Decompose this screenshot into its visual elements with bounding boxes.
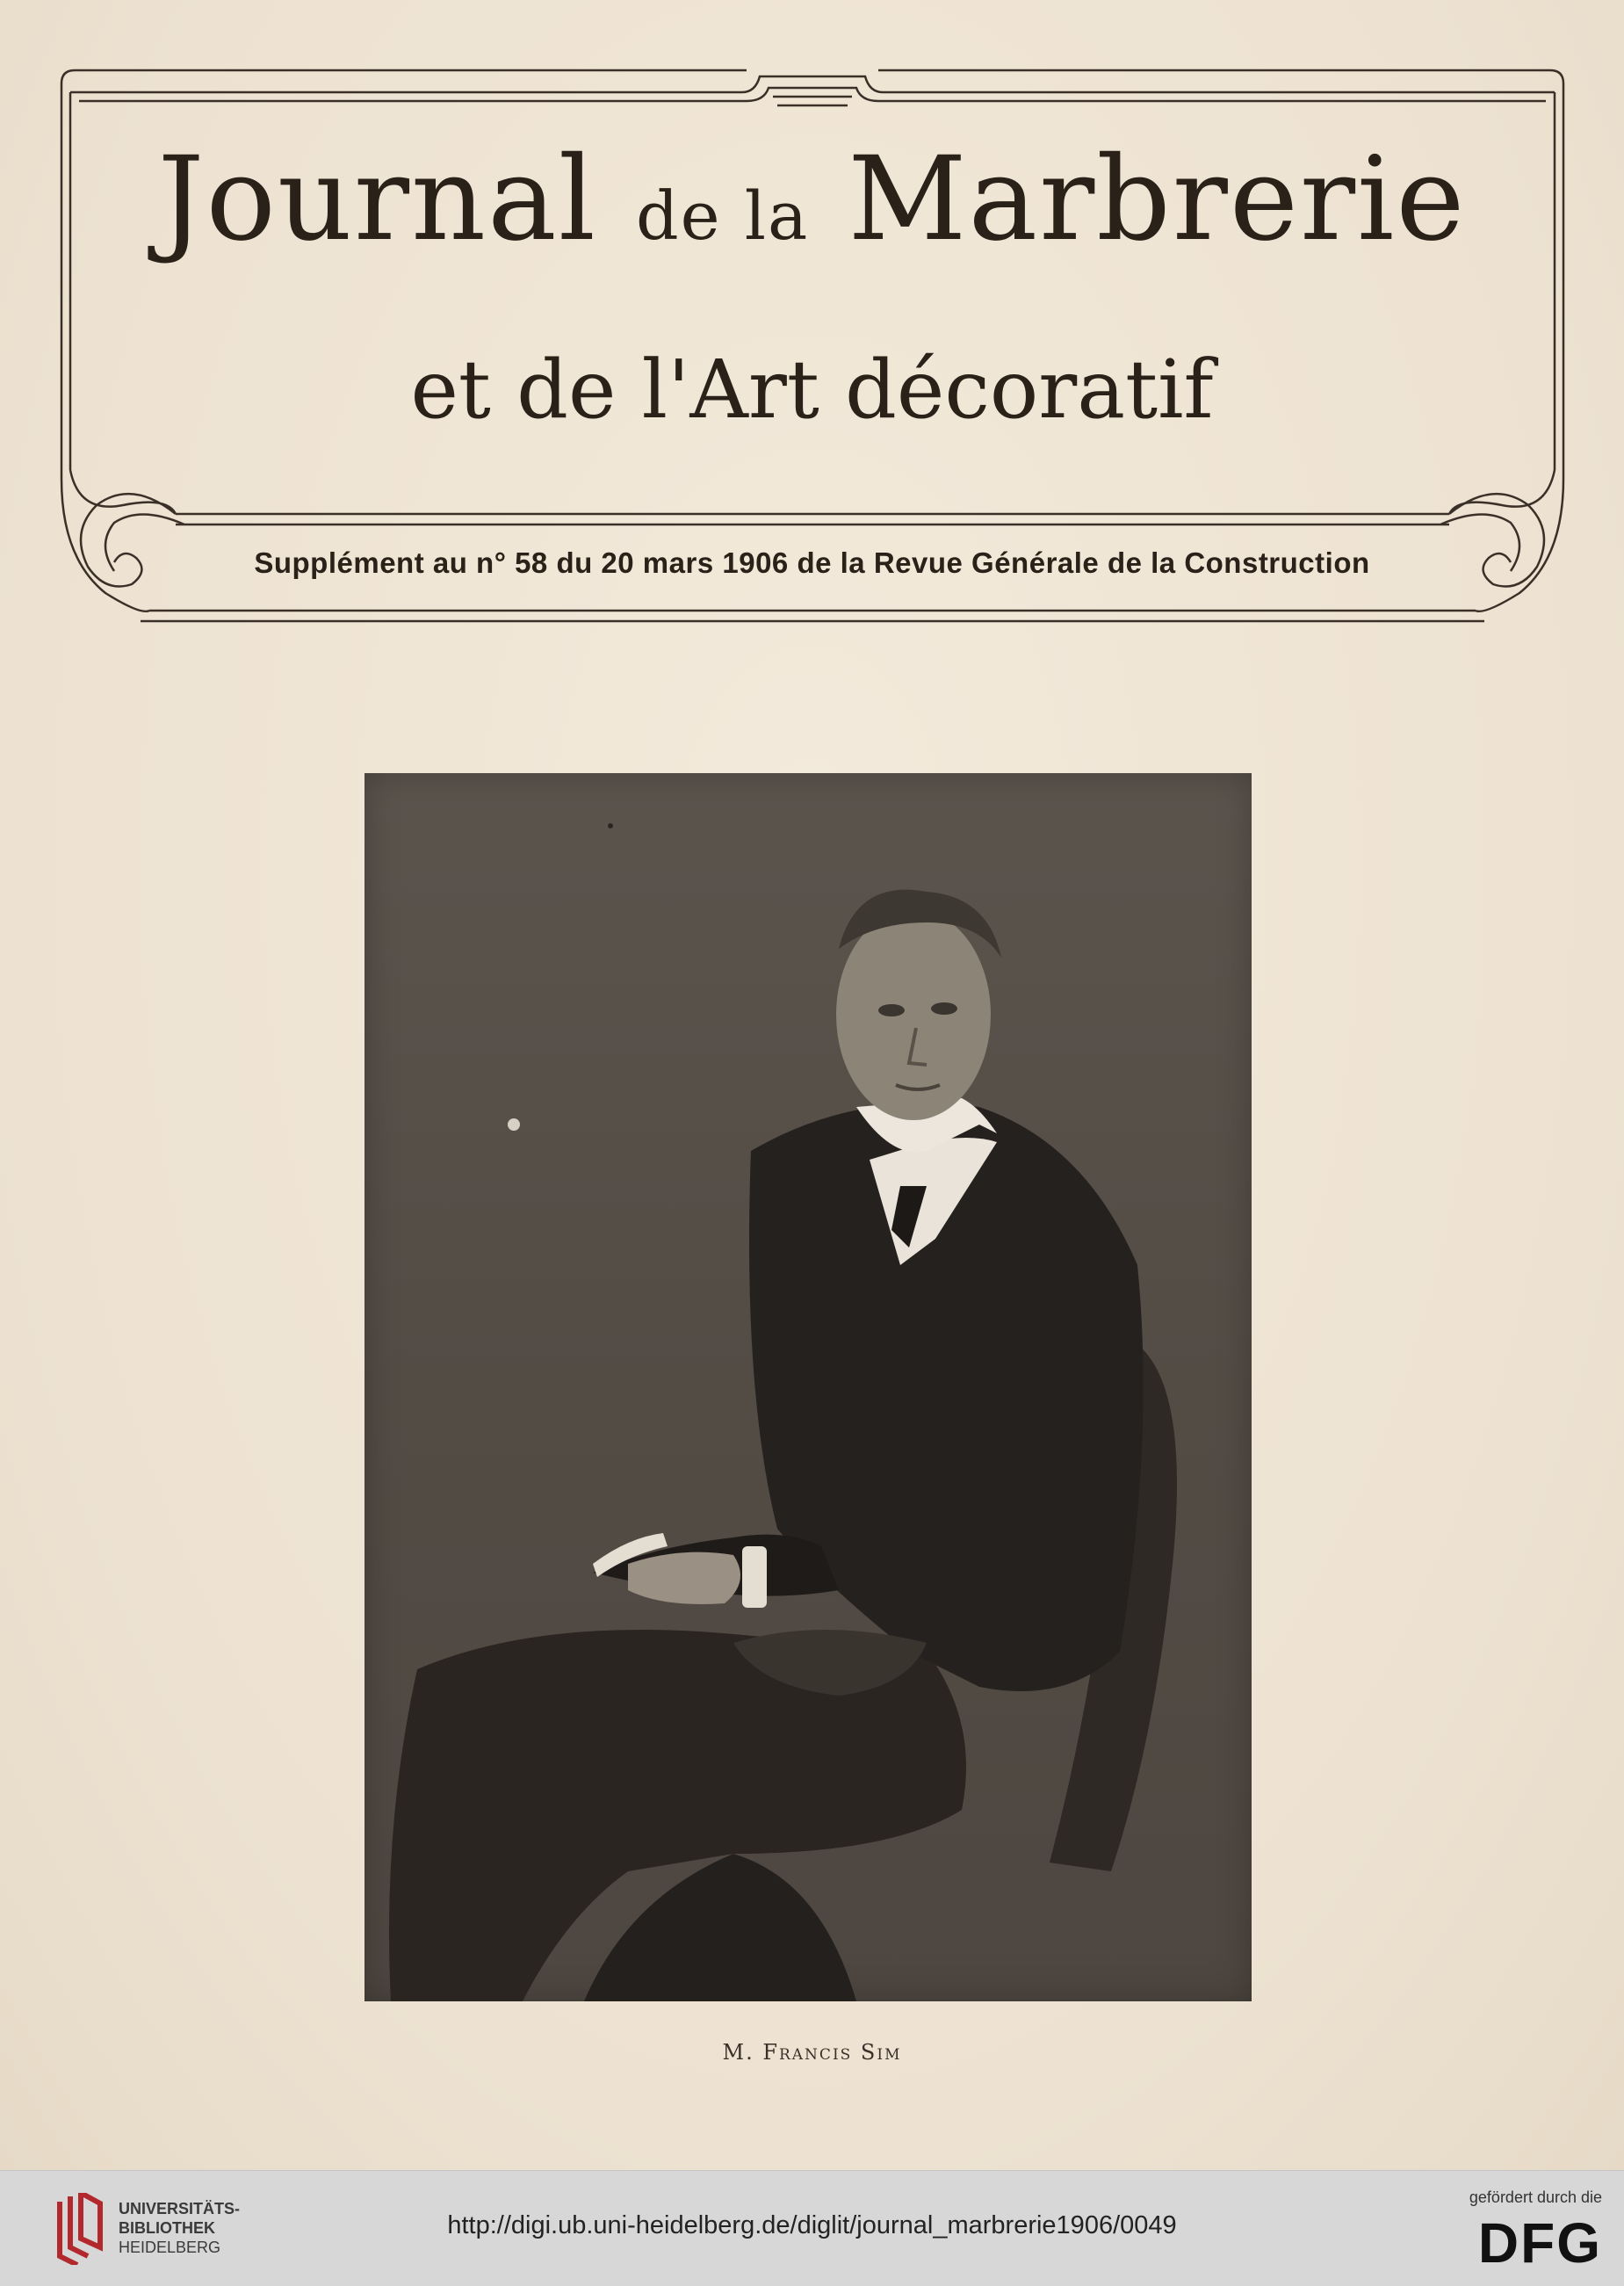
library-line-1: UNIVERSITÄTS- (119, 2200, 241, 2217)
permalink-url[interactable]: http://digi.ub.uni-heidelberg.de/diglit/journal_marbrerie1906/0049 (447, 2211, 1177, 2239)
supplement-line: Supplément au n° 58 du 20 mars 1906 de la Revue Générale de la Construction (254, 546, 1370, 579)
funded-by-label: gefördert durch die (1469, 2188, 1602, 2206)
library-line-3: HEIDELBERG (119, 2239, 221, 2256)
library-line-2: BIBLIOTHEK (119, 2219, 215, 2237)
footer-bar (0, 2170, 1624, 2286)
title-journal: Journal (157, 132, 597, 267)
photo-caption: M. Francis Sim (722, 2040, 902, 2065)
title-marbrerie: Marbrerie (848, 132, 1467, 267)
dfg-logo: DFG (1477, 2211, 1602, 2275)
portrait-photograph (364, 773, 1252, 2001)
journal-subtitle: et de l'Art décoratif (410, 343, 1214, 437)
journal-title (0, 132, 1624, 267)
title-de-la: de la (635, 177, 810, 255)
